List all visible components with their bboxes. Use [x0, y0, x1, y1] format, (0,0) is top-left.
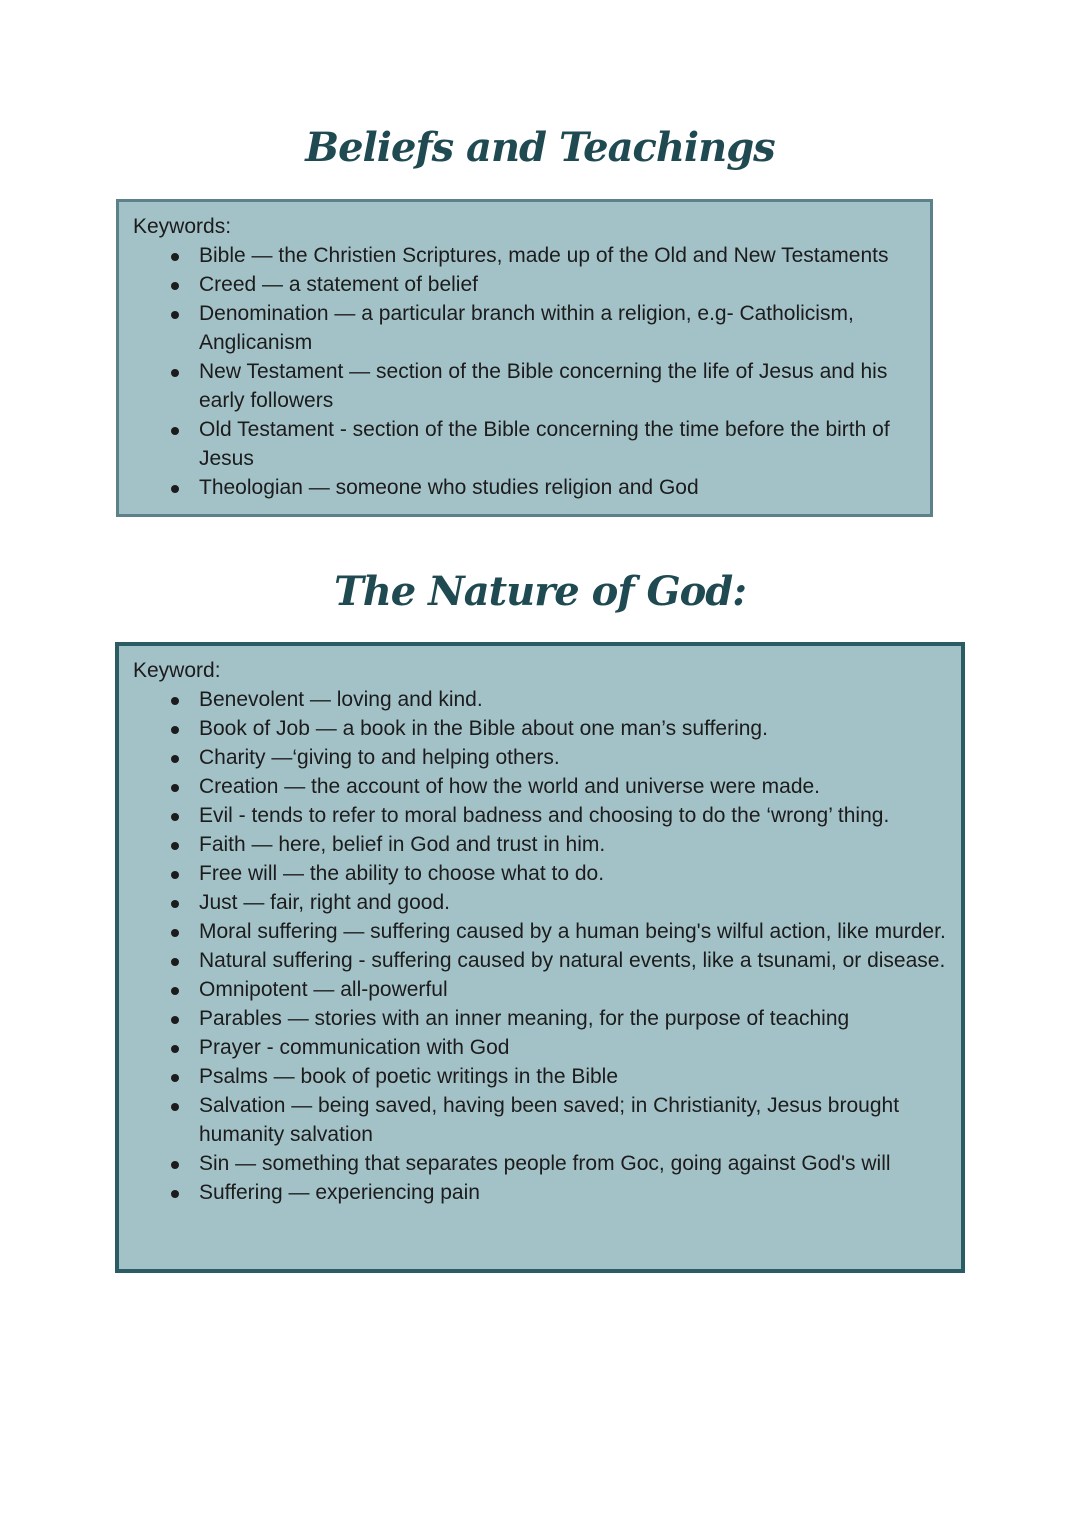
list-item: New Testament — section of the Bible concerning the life of Jesus and his early followers: [133, 357, 916, 415]
list-item: Suffering — experiencing pain: [133, 1178, 947, 1207]
keyword-label: Keyword:: [133, 659, 221, 682]
section-title-beliefs: Beliefs and Teachings: [305, 124, 775, 171]
list-item: Theologian — someone who studies religion and God: [133, 473, 916, 502]
keywords-box-nature-of-god: [115, 642, 965, 1273]
list-item: Old Testament - section of the Bible concerning the time before the birth of Jesus: [133, 415, 916, 473]
list-item: Bible — the Christien Scriptures, made up of the Old and New Testaments: [133, 241, 916, 270]
list-item: Omnipotent — all-powerful: [133, 975, 947, 1004]
list-item: Salvation — being saved, having been saved; in Christianity, Jesus brought humanity salvation: [133, 1091, 947, 1149]
list-item: Faith — here, belief in God and trust in him.: [133, 830, 947, 859]
keyword-list-nature-of-god: [133, 685, 947, 1207]
list-item: Benevolent — loving and kind.: [133, 685, 947, 714]
keyword-list-beliefs: [133, 241, 916, 502]
keywords-label: Keywords:: [133, 215, 232, 238]
list-item: Creed — a statement of belief: [133, 270, 916, 299]
list-item: Psalms — book of poetic writings in the Bible: [133, 1062, 947, 1091]
list-item: Free will — the ability to choose what to do.: [133, 859, 947, 888]
list-item: Prayer - communication with God: [133, 1033, 947, 1062]
section-title-nature-of-god: The Nature of God:: [333, 568, 747, 615]
list-item: Natural suffering - suffering caused by natural events, like a tsunami, or disease.: [133, 946, 947, 975]
list-item: Denomination — a particular branch within a religion, e.g- Catholicism, Anglicanism: [133, 299, 916, 357]
list-item: Just — fair, right and good.: [133, 888, 947, 917]
list-item: Evil - tends to refer to moral badness and choosing to do the ‘wrong’ thing.: [133, 801, 947, 830]
keywords-box-beliefs: [116, 199, 933, 517]
list-item: Book of Job — a book in the Bible about one man’s suffering.: [133, 714, 947, 743]
list-item: Moral suffering — suffering caused by a human being's wilful action, like murder.: [133, 917, 947, 946]
list-item: Parables — stories with an inner meaning, for the purpose of teaching: [133, 1004, 947, 1033]
list-item: Creation — the account of how the world and universe were made.: [133, 772, 947, 801]
list-item: Charity —‘giving to and helping others.: [133, 743, 947, 772]
list-item: Sin — something that separates people from Goc, going against God's will: [133, 1149, 947, 1178]
